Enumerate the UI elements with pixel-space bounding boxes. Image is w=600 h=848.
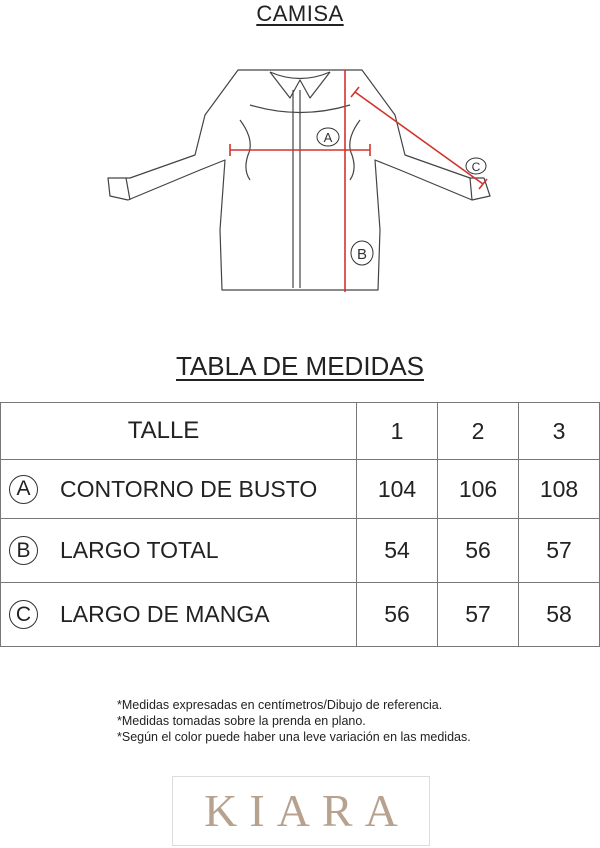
note-units: *Medidas expresadas en centímetros/Dibujo de referencia. bbox=[117, 698, 443, 712]
table-header-row bbox=[1, 403, 600, 460]
garment-title: CAMISA bbox=[256, 1, 344, 26]
row-marker-c: C bbox=[9, 600, 38, 629]
marker-c-label: C bbox=[471, 160, 481, 174]
table-title: TABLA DE MEDIDAS bbox=[175, 351, 425, 381]
value-cell: 58 bbox=[519, 583, 600, 647]
talle-header: TALLE bbox=[127, 417, 200, 444]
note-color: *Según el color puede haber una leve variación en las medidas. bbox=[117, 730, 471, 744]
value-cell: 57 bbox=[438, 583, 519, 647]
table-row bbox=[1, 460, 600, 519]
shirt-diagram bbox=[100, 60, 500, 300]
marker-a-label: A bbox=[323, 130, 333, 145]
value-cell: 56 bbox=[357, 583, 438, 647]
value-cell: 108 bbox=[519, 460, 600, 519]
row-label-sleeve: LARGO DE MANGA bbox=[60, 601, 270, 627]
note-flat: *Medidas tomadas sobre la prenda en plano. bbox=[117, 714, 366, 728]
sleeve-measure-line bbox=[355, 92, 483, 184]
value-cell: 104 bbox=[357, 460, 438, 519]
row-marker-b: B bbox=[9, 536, 38, 565]
value-cell: 54 bbox=[357, 519, 438, 583]
table-row bbox=[1, 519, 600, 583]
value-cell: 56 bbox=[438, 519, 519, 583]
size-table bbox=[0, 402, 600, 647]
size-header-1: 1 bbox=[357, 403, 438, 460]
footnotes bbox=[117, 697, 471, 745]
row-marker-a: A bbox=[9, 475, 38, 504]
marker-b-label: B bbox=[356, 246, 368, 263]
table-row bbox=[1, 583, 600, 647]
size-header-3: 3 bbox=[519, 403, 600, 460]
row-label-bust: CONTORNO DE BUSTO bbox=[60, 475, 318, 502]
value-cell: 106 bbox=[438, 460, 519, 519]
value-cell: 57 bbox=[519, 519, 600, 583]
row-label-length: LARGO TOTAL bbox=[60, 537, 219, 563]
size-header-2: 2 bbox=[438, 403, 519, 460]
brand-logo: KIARA bbox=[172, 776, 430, 846]
shirt-outline bbox=[108, 70, 490, 290]
